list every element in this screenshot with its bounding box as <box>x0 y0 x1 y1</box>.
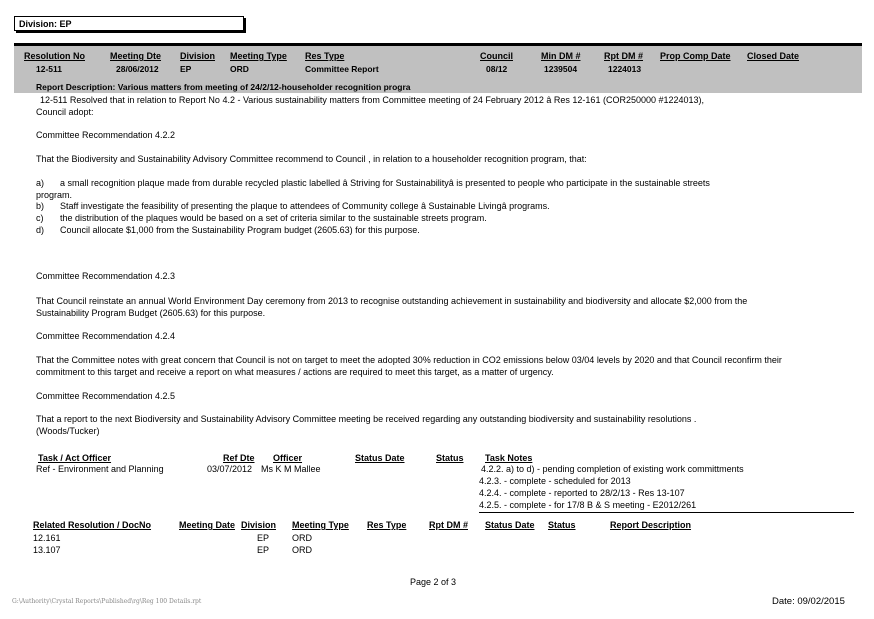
division-label: Division: EP <box>14 16 244 31</box>
report-description: Report Description: Various matters from meeting of 24/2/12-householder recognition progra <box>36 82 411 92</box>
related-col-rpt-dm: Rpt DM # <box>429 520 468 530</box>
col-rpt-dm: Rpt DM # <box>604 51 643 61</box>
related-row-doc: 12.161 <box>33 533 61 543</box>
task-col-ref-dte: Ref Dte <box>223 453 255 463</box>
related-row-division: EP <box>257 533 270 543</box>
value-meeting-type: ORD <box>230 64 249 74</box>
value-min-dm: 1239504 <box>544 64 578 74</box>
resolution-text-line1: 12-511 Resolved that in relation to Report No 4.2 - Various sustainability matters from Committee meeting of 24 February 2012 â Res 12-161 (COR250000 #1224013), <box>40 95 705 105</box>
recommendation-text-4-2-5: That a report to the next Biodiversity and Sustainability Advisory Committee meeting be received regarding any outstanding biodiversity and sustainability resolutions . <box>36 414 697 424</box>
page-number: Page 2 of 3 <box>410 577 457 587</box>
related-col-meeting-date: Meeting Date <box>179 520 236 530</box>
related-col-meeting-type: Meeting Type <box>292 520 349 530</box>
related-row-type: ORD <box>292 533 312 543</box>
related-col-division: Division <box>241 520 277 530</box>
related-col-status-date: Status Date <box>485 520 535 530</box>
related-row-type: ORD <box>292 545 312 555</box>
col-resolution-no: Resolution No <box>24 51 85 61</box>
col-res-type: Res Type <box>305 51 345 61</box>
item-d-label: d) <box>36 225 45 235</box>
related-col-res-type: Res Type <box>367 520 407 530</box>
item-c-text: the distribution of the plaques would be based on a set of criteria similar to the sustainable streets program. <box>60 213 487 223</box>
value-res-type: Committee Report <box>305 64 379 74</box>
col-prop-comp-date: Prop Comp Date <box>660 51 731 61</box>
task-col-status: Status <box>436 453 464 463</box>
item-a-text: a small recognition plaque made from durable recycled plastic labelled â Striving for Sustainabilityâ is presented to people who participate in the sustainable streets <box>60 178 710 188</box>
item-d-text: Council allocate $1,000 from the Sustainability Program budget (2605.63) for this purpose. <box>60 225 420 235</box>
recommendation-heading-4-2-3: Committee Recommendation 4.2.3 <box>36 271 176 281</box>
recommendation-text-4-2-2: That the Biodiversity and Sustainability Advisory Committee recommend to Council , in relation to a householder recognition program, that: <box>36 154 587 164</box>
item-a-continued: program. <box>36 190 73 200</box>
task-officer: Ms K M Mallee <box>261 464 321 474</box>
task-col-officer-name: Officer <box>273 453 303 463</box>
value-resolution-no: 12-511 <box>36 64 62 74</box>
task-note: 4.2.4. - complete - reported to 28/2/13 - Res 13-107 <box>479 488 685 498</box>
related-row-division: EP <box>257 545 270 555</box>
resolution-text-line2: Council adopt: <box>36 107 94 117</box>
value-council: 08/12 <box>486 64 508 74</box>
col-division: Division <box>180 51 216 61</box>
related-col-status: Status <box>548 520 576 530</box>
task-note: 4.2.2. a) to d) - pending completion of existing work committments <box>481 464 744 474</box>
item-b-label: b) <box>36 201 45 211</box>
value-division: EP <box>180 64 192 74</box>
task-ref-date: 03/07/2012 <box>207 464 253 474</box>
recommendation-heading-4-2-4: Committee Recommendation 4.2.4 <box>36 331 176 341</box>
value-rpt-dm: 1224013 <box>608 64 642 74</box>
related-row-doc: 13.107 <box>33 545 61 555</box>
report-file-path: G:\Authority\Crystal Reports\Published\rg\Reg 100 Details.rpt <box>12 598 202 605</box>
item-a-label: a) <box>36 178 45 188</box>
recommendation-text-4-2-4: That the Committee notes with great concern that Council is not on target to meet the adopted 30% reduction in CO2 emissions below 03/04 levels by 2020 and that Council reconfirm their commitment to this target and receive a report on what measures / actions are required to meet this target, as a matter of urgency. <box>36 355 782 377</box>
task-col-notes: Task Notes <box>485 453 533 463</box>
col-meeting-type: Meeting Type <box>230 51 287 61</box>
col-meeting-dte: Meeting Dte <box>110 51 162 61</box>
recommendation-text-4-2-3: That Council reinstate an annual World Environment Day ceremony from 2013 to recognise outstanding achievement in sustainability and biodiversity and allocate $2,000 from the Sustainability Program Budget (2605.63) for this purpose. <box>36 296 748 318</box>
task-divider <box>479 512 854 513</box>
value-meeting-dte: 28/06/2012 <box>116 64 159 74</box>
task-col-officer: Task / Act Officer <box>38 453 112 463</box>
related-col-report-description: Report Description <box>610 520 692 530</box>
recommendation-mover: (Woods/Tucker) <box>36 426 100 436</box>
related-col-doc: Related Resolution / DocNo <box>33 520 152 530</box>
task-note: 4.2.5. - complete - for 17/8 B & S meeting - E2012/261 <box>479 500 697 510</box>
report-date: Date: 09/02/2015 <box>772 596 845 607</box>
task-note: 4.2.3. - complete - scheduled for 2013 <box>479 476 631 486</box>
task-col-status-date: Status Date <box>355 453 405 463</box>
item-c-label: c) <box>36 213 44 223</box>
col-min-dm: Min DM # <box>541 51 581 61</box>
recommendation-heading-4-2-5: Committee Recommendation 4.2.5 <box>36 391 176 401</box>
task-officer-unit: Ref - Environment and Planning <box>36 464 164 474</box>
col-council: Council <box>480 51 513 61</box>
recommendation-heading-4-2-2: Committee Recommendation 4.2.2 <box>36 130 176 140</box>
col-closed-date: Closed Date <box>747 51 800 61</box>
item-b-text: Staff investigate the feasibility of presenting the plaque to attendees of Community college â Sustainable Livingâ programs. <box>60 201 550 211</box>
